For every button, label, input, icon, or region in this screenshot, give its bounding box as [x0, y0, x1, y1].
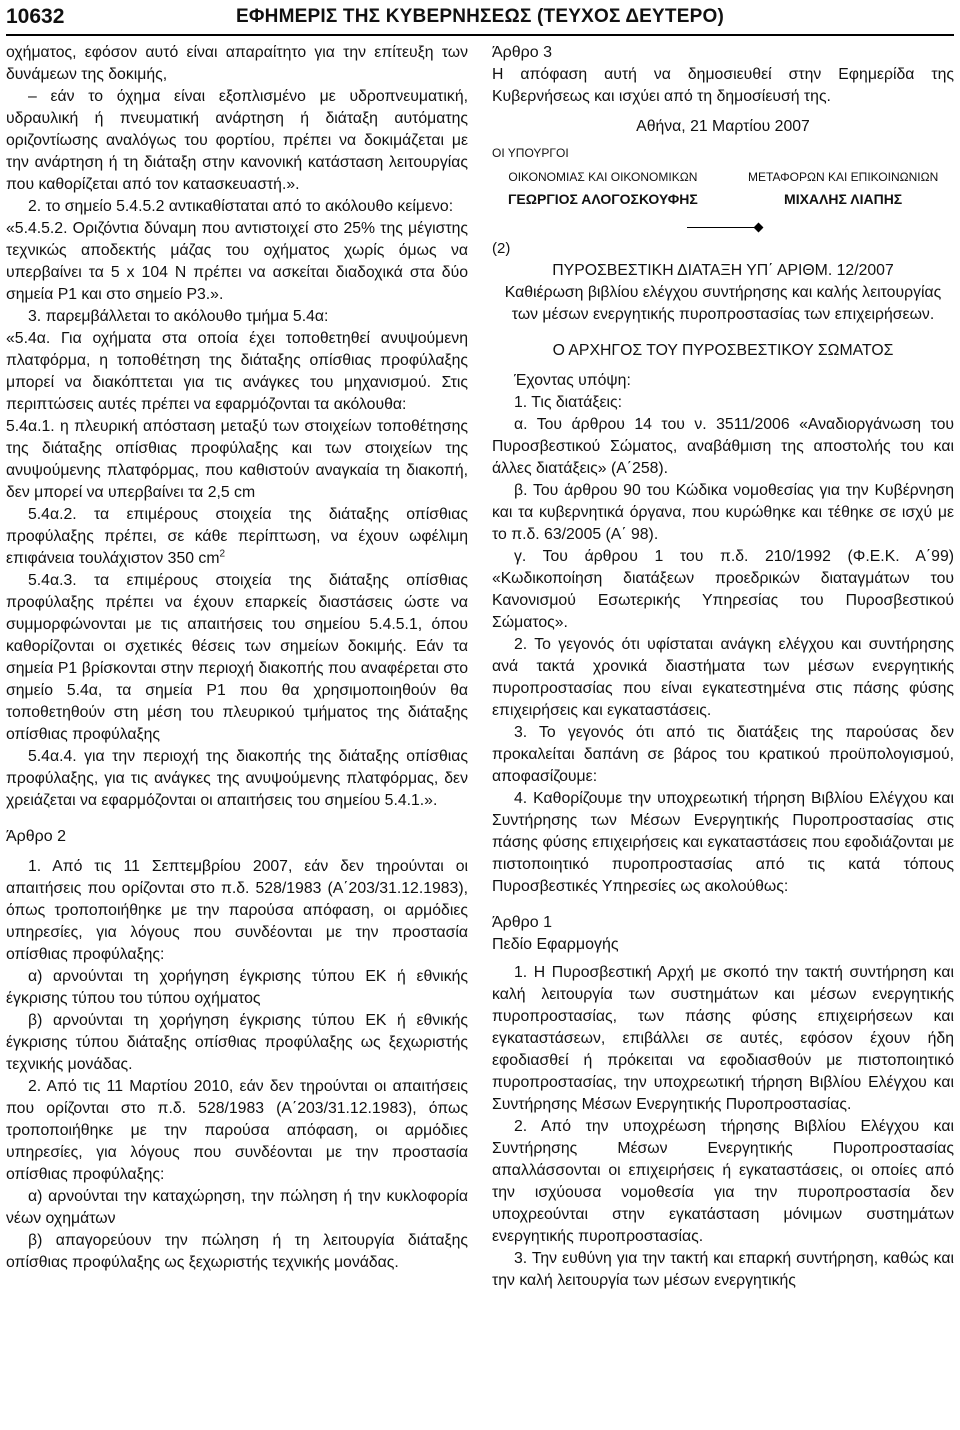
- paragraph: 5.4α.3. τα επιμέρους στοιχεία της διάταξης οπίσθιας προφύλαξης πρέπει να έχουν επαρκείς διαστάσεις ώστε να συμμορφώνονται με τις απαιτήσεις του σημείου 5.4.5.1, όπου καθορίζονται οι σχετικές θέσεις των σημείων δοκιμής. Εάν τα σημεία Ρ1 βρίσκονται στην περιοχή διακοπής που αναφέρεται στο σημείο 5.4α, τα σημεία Ρ1 που θα χρησιμοποιηθούν θα τοποθετηθούν στη μέση του πλευρικού τμήματος της διάταξης οπίσθιας προφύλαξης: [6, 572, 468, 743]
- paragraph-text: 5.4α.2. τα επιμέρους στοιχεία της διάταξης οπίσθιας προφύλαξης πρέπει, σε κάθε περίπτωση, να έχουν ωφέλιμη επιφάνεια τουλάχιστον 350 cm: [6, 506, 468, 567]
- paragraph: β) απαγορεύουν την πώληση ή τη λειτουργία διάταξης οπίσθιας προφύλαξης ως ξεχωριστής τεχνικής μονάδας.: [6, 1232, 468, 1271]
- paragraph: 1. Τις διατάξεις:: [514, 394, 623, 411]
- paragraph: γ. Του άρθρου 1 του π.δ. 210/1992 (Φ.Ε.Κ. Α΄99) «Κωδικοποίηση διατάξεων προεδρικών διαταγμάτων του Κανονισμού Εσωτερικής Υπηρεσίας του Πυροσβεστικού Σώματος».: [492, 548, 954, 631]
- place-date: Αθήνα, 21 Μαρτίου 2007: [636, 118, 810, 135]
- paragraph: α) αρνούνται τη χορήγηση έγκρισης τύπου ΕΚ ή εθνικής έγκρισης τύπου του τύπου οχήματος: [6, 968, 468, 1007]
- signatory: [492, 168, 714, 208]
- paragraph: οχήματος, εφόσον αυτό είναι απαραίτητο για την επίτευξη των δυνάμεων της δοκιμής,: [6, 44, 468, 83]
- signatory-name: ΜΙΧΑΛΗΣ ΛΙΑΠΗΣ: [784, 191, 903, 207]
- paragraph: 2. Από τις 11 Μαρτίου 2010, εάν δεν τηρούνται οι απαιτήσεις που ορίζονται στο π.δ. 528/1983 (Α΄203/31.12.1983), όπως τροποποιήθηκε με την παρούσα απόφαση, οι αρμόδιες υπηρεσίες, για λόγους που συνδέονται με την προστασία οπίσθιας προφύλαξης:: [6, 1078, 468, 1183]
- paragraph: 5.4α.1. η πλευρική απόσταση μεταξύ των στοιχείων τοποθέτησης της διάταξης οπίσθιας προφύλαξης και των στοιχείων της ανυψούμενης πλατφόρμας, που καθιστούν αναγκαία τη διακοπή, δεν μπορεί να υπερβαίνει τα 2,5 cm: [6, 418, 468, 501]
- right-column: [492, 42, 954, 1292]
- signatories: [492, 168, 954, 208]
- signatory-name: ΓΕΩΡΓΙΟΣ ΑΛΟΓΟΣΚΟΥΦΗΣ: [508, 191, 698, 207]
- paragraph: β. Του άρθρου 90 του Κώδικα νομοθεσίας για την Κυβέρνηση και τα κυβερνητικά όργανα, που κυρώθηκε και τέθηκε σε ισχύ με το π.δ. 63/2005 (Α΄ 98).: [492, 482, 954, 543]
- paragraph: α) αρνούνται την καταχώρηση, την πώληση ή την κυκλοφορία νέων οχημάτων: [6, 1188, 468, 1227]
- paragraph: α. Του άρθρου 14 του ν. 3511/2006 «Αναδιοργάνωση του Πυροσβεστικού Σώματος, αναβάθμιση της αποστολής του και άλλες διατάξεις» (Α΄258).: [492, 416, 954, 477]
- article-1-subtitle: Πεδίο Εφαρμογής: [492, 936, 619, 953]
- paragraph: 3. Το γεγονός ότι από τις διατάξεις της παρούσας δεν προκαλείται δαπάνη σε βάρος του κρατικού προϋπολογισμού, αποφασίζουμε:: [492, 724, 954, 785]
- page-header: [6, 0, 954, 36]
- paragraph: 1. Από τις 11 Σεπτεμβρίου 2007, εάν δεν τηρούνται οι απαιτήσεις που ορίζονται στο π.δ. 528/1983 (Α΄203/31.12.1983), όπως τροποποιήθηκε με την παρούσα απόφαση, οι αρμόδιες υπηρεσίες, για λόγους που συνδέονται με την προστασία οπίσθιας προφύλαξης:: [6, 858, 468, 963]
- signatory: [732, 168, 954, 208]
- order-subject: Καθιέρωση βιβλίου ελέγχου συντήρησης και καλής λειτουργίας των μέσων ενεργητικής πυροπροστασίας των επιχειρήσεων.: [504, 284, 942, 323]
- paragraph: 2. Το γεγονός ότι υφίσταται ανάγκη ελέγχου και συντήρησης ανά τακτά χρονικά διαστήματα των μέσων ενεργητικής πυροπροστασίας που είναι εγκατεστημένα στις πάσης φύσης επιχειρήσεις και εγκαταστάσεις.: [492, 636, 954, 719]
- article-2-title: Άρθρο 2: [6, 828, 67, 845]
- ministers-label: ΟΙ ΥΠΟΥΡΓΟΙ: [492, 146, 569, 160]
- paragraph: 4. Καθορίζουμε την υποχρεωτική τήρηση Βιβλίου Ελέγχου και Συντήρησης των Μέσων Ενεργητικής Πυροπροστασίας στις πάσης φύσης επιχειρήσεις και εγκαταστάσεις που εφοδιάζονται με πιστοποιητικό πυροπροστασίας από τις κατά τόπους Πυροσβεστικές Υπηρεσίες ως ακολούθως:: [492, 790, 954, 895]
- paragraph: 5.4α.4. για την περιοχή της διακοπής της διάταξης οπίσθιας προφύλαξης, για τις ανάγκες της ανυψούμενης πλατφόρμας, δεν χρειάζεται να εφαρμόζονται οι απαιτήσεις του σημείου 5.4.1.».: [6, 748, 468, 809]
- separator-line: [687, 227, 757, 228]
- signatory-title: ΟΙΚΟΝΟΜΙΑΣ ΚΑΙ ΟΙΚΟΝΟΜΙΚΩΝ: [508, 170, 698, 184]
- page-number: 10632: [6, 5, 65, 28]
- paragraph: «5.4α. Για οχήματα στα οποία έχει τοποθετηθεί ανυψούμενη πλατφόρμα, η τοποθέτηση της διάταξης οπίσθιας προφύλαξης μπορεί να διακόπτεται για τις ανάγκες του μηχανισμού. Στις περιπτώσεις αυτές πρέπει να εφαρμόζονται τα ακόλουθα:: [6, 330, 468, 413]
- paragraph: 2. το σημείο 5.4.5.2 αντικαθίσταται από το ακόλουθο κείμενο:: [28, 198, 454, 215]
- left-column: [6, 42, 468, 1292]
- article-3-title: Άρθρο 3: [492, 44, 553, 61]
- paragraph: «5.4.5.2. Οριζόντια δύναμη που αντιστοιχεί στο 25% της μέγιστης τεχνικώς αποδεκτής μάζας του οχήματος χωρίς όμως να υπερβαίνει τα 5 x 104 Ν πρέπει να ασκείται διαδοχικά στα δύο σημεία Ρ1 και στο σημείο Ρ3.».: [6, 220, 468, 303]
- order-number: ΠΥΡΟΣΒΕΣΤΙΚΗ ΔΙΑΤΑΞΗ ΥΠ΄ ΑΡΙΘΜ. 12/2007: [552, 262, 894, 279]
- paragraph: [6, 504, 468, 570]
- paragraph: – εάν το όχημα είναι εξοπλισμένο με υδροπνευματική, υδραυλική ή πνευματική ανάρτηση ή διάταξη αυτόματης οριζοντίωσης αναλόγως του φορτίου, πρέπει να δοκιμάζεται με την ανάρτηση ή τη διάταξη στην κανονική κατάσταση λειτουργίας που καθορίζεται από τον κατασκευαστή.».: [6, 88, 468, 193]
- decision-index: (2): [492, 240, 511, 257]
- paragraph: 2. Από την υποχρέωση τήρησης Βιβλίου Ελέγχου και Συντήρησης Μέσων Ενεργητικής Πυροπροστασίας απαλλάσσονται οι επιχειρήσεις ή εγκαταστάσεις, οι οποίες από την ισχύουσα νομοθεσία για την πυροπροστασία δεν υποχρεούνται στην εγκατάσταση μόνιμων συστημάτων ενεργητικής πυροπροστασίας.: [492, 1118, 954, 1245]
- paragraph: 3. Την ευθύνη για την τακτή και επαρκή συντήρηση, καθώς και την καλή λειτουργία των μέσων ενεργητικής: [492, 1250, 954, 1289]
- article-1-title: Άρθρο 1: [492, 914, 553, 931]
- paragraph: 1. Η Πυροσβεστική Αρχή με σκοπό την τακτή συντήρηση και καλή λειτουργία των συστημάτων και μέσων ενεργητικής πυροπροστασίας, των πάσης φύσης επιχειρήσεων και εγκαταστάσεων, επιβάλλει σε αυτές, εφόσον έχουν ήδη εφοδιασθεί ή πρόκειται να εφοδιασθούν με πιστοποιητικό πυροπροστασίας, την υποχρεωτική τήρηση Βιβλίου Ελέγχου και Συντήρησης Μέσων Ενεργητικής Πυροπροστασίας.: [492, 964, 954, 1113]
- signatory-title: ΜΕΤΑΦΟΡΩΝ ΚΑΙ ΕΠΙΚΟΙΝΩΝΙΩΝ: [748, 170, 939, 184]
- paragraph: 3. παρεμβάλλεται το ακόλουθο τμήμα 5.4α:: [28, 308, 329, 325]
- superscript: 2: [219, 548, 226, 560]
- issuer: Ο ΑΡΧΗΓΟΣ ΤΟΥ ΠΥΡΟΣΒΕΣΤΙΚΟΥ ΣΩΜΑΤΟΣ: [552, 342, 894, 359]
- gazette-title: ΕΦΗΜΕΡΙΣ ΤΗΣ ΚΥΒΕΡΝΗΣΕΩΣ (ΤΕΥΧΟΣ ΔΕΥΤΕΡΟ): [236, 6, 724, 27]
- paragraph: Έχοντας υπόψη:: [514, 372, 631, 389]
- separator: [492, 216, 954, 238]
- columns: [6, 42, 954, 1292]
- paragraph: Η απόφαση αυτή να δημοσιευθεί στην Εφημερίδα της Κυβερνήσεως και ισχύει από τη δημοσίευσή της.: [492, 66, 954, 105]
- paragraph: β) αρνούνται τη χορήγηση έγκρισης τύπου ΕΚ ή εθνικής έγκρισης τύπου διάταξης οπίσθιας προφύλαξης ως ξεχωριστής τεχνικής μονάδας.: [6, 1012, 468, 1073]
- diamond-icon: [753, 222, 763, 232]
